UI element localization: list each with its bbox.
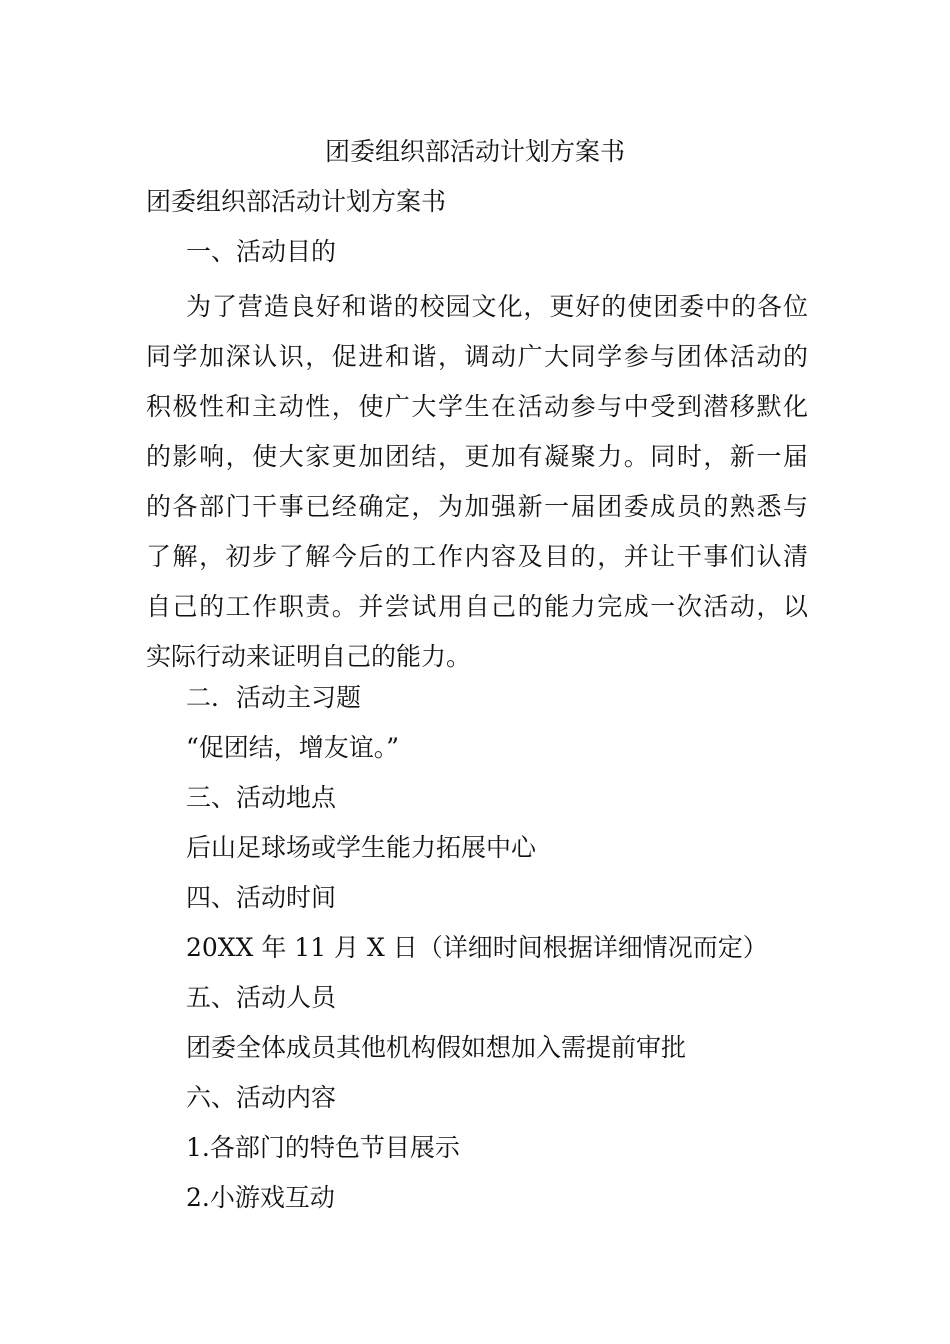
section-heading-participants: 五、活动人员 (186, 983, 337, 1012)
paragraph-line: 了解，初步了解今后的工作内容及目的，并让干事们认清 (146, 542, 808, 571)
paragraph-line: 的影响，使大家更加团结，更加有凝聚力。同时，新一届 (146, 442, 808, 471)
paragraph-line: 为了营造良好和谐的校园文化，更好的使团委中的各位 (186, 292, 808, 321)
section-heading-time: 四、活动时间 (186, 883, 337, 912)
section-heading-location: 三、活动地点 (186, 783, 337, 812)
location-content: 后山足球场或学生能力拓展中心 (186, 833, 537, 862)
paragraph-line: 的各部门干事已经确定，为加强新一届团委成员的熟悉与 (146, 492, 808, 521)
paragraph-line: 积极性和主动性，使广大学生在活动参与中受到潜移默化 (146, 392, 808, 421)
section-heading-content: 六、活动内容 (186, 1083, 337, 1112)
paragraph-line: 同学加深认识，促进和谐，调动广大同学参与团体活动的 (146, 342, 808, 371)
paragraph-line: 实际行动来证明自己的能力。 (146, 642, 472, 671)
document-title: 团委组织部活动计划方案书 (324, 137, 625, 166)
section-heading-purpose: 一、活动目的 (186, 237, 337, 266)
participants-content: 团委全体成员其他机构假如想加入需提前审批 (186, 1033, 687, 1062)
list-item: 1.各部门的特色节目展示 (186, 1133, 460, 1162)
document-subtitle: 团委组织部活动计划方案书 (146, 187, 447, 216)
list-item: 2.小游戏互动 (186, 1183, 335, 1212)
time-content: 20XX 年 11 月 X 日（详细时间根据详细情况而定） (186, 933, 768, 962)
theme-content: “促团结，增友谊。” (186, 733, 400, 762)
paragraph-line: 自己的工作职责。并尝试用自己的能力完成一次活动，以 (146, 592, 808, 621)
purpose-paragraph (146, 282, 808, 682)
section-heading-theme: 二．活动主习题 (186, 683, 362, 712)
